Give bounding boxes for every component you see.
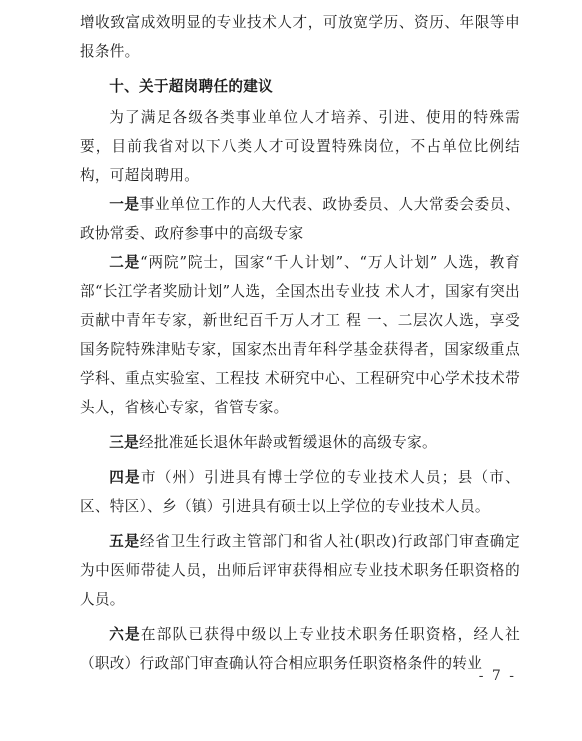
list-item-1 [80,190,520,248]
item-text: 经省卫生行政主管部门和省人社(职改)行政部门审查确定为中医师带徒人员，出师后评审获得相应专业技术职务任职资格的人员。 [80,533,520,608]
item-lead: 五是 [109,533,140,550]
item-text: 经批准延长退休年龄或暂缓退休的高级专家。 [138,434,437,451]
heading-text: 十、关于超岗聘任的建议 [109,78,274,95]
item-lead: 三是 [109,434,139,451]
item-text: 在部队已获得中级以上专业技术职务任职资格，经人社（职改）行政部门审查确认符合相应职务任职资格条件的转业 [80,626,521,672]
list-item-2 [80,248,520,422]
paragraph-continuation [80,8,520,66]
item-text: “两院”院士，国家“千人计划”、“万人计划” 人选，教育部“长江学者奖励计划”人选，全国杰出专业技 术人才，国家有突出贡献中青年专家，新世纪百千万人才工 程 一、二层次人选，享受国务院特殊津贴专家，国家杰出青年科学基金获得者，国家级重点学科、重点实验室、工程技 术研究中心、工程研究中心学术技术带头人，省核心专家，省管专家。 [80,254,520,416]
page-number: - 7 - [478,668,516,684]
paragraph-text: 为了满足各级各类事业单位人才培养、引进、使用的特殊需要，目前我省对以下八类人才可设置特殊岗位，不占单位比例结构，可超岗聘用。 [80,109,520,184]
list-item-4 [80,463,520,521]
paragraph-intro [80,103,520,190]
item-text: 事业单位工作的人大代表、政协委员、人大常委会委员、政协常委、政府参事中的高级专家 [80,196,520,242]
item-text: 市（州）引进具有博士学位的专业技术人员；县（市、区、特区）、乡（镇）引进具有硕士以上学位的专业技术人员。 [80,469,521,515]
paragraph-text: 增收致富成效明显的专业技术人才，可放宽学历、资历、年限等申报条件。 [80,14,520,60]
item-lead: 四是 [109,469,141,486]
list-item-5 [80,527,520,614]
list-item-6 [80,620,520,678]
item-lead: 六是 [109,626,141,643]
item-lead: 二是 [109,254,141,271]
item-lead: 一是 [109,196,140,213]
list-item-3 [80,428,520,457]
section-heading [80,72,520,101]
